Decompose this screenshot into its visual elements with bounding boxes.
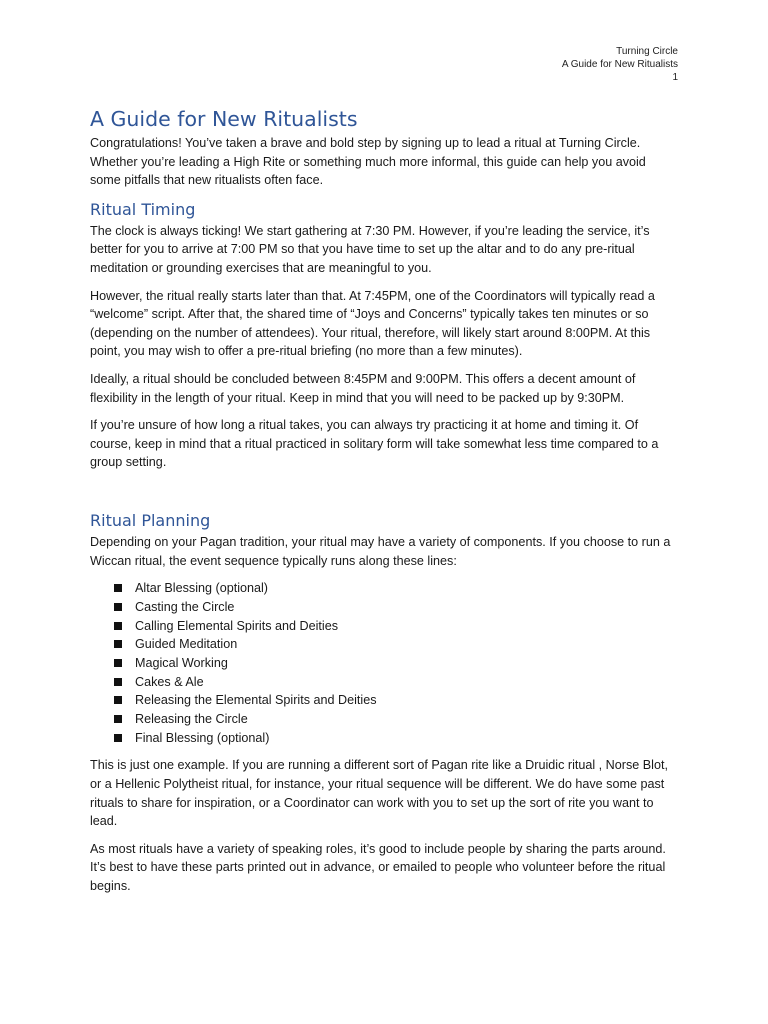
- square-bullet-icon: [114, 734, 122, 742]
- ritual-sequence-list: [90, 579, 680, 747]
- square-bullet-icon: [114, 603, 122, 611]
- square-bullet-icon: [114, 696, 122, 704]
- document-title: A Guide for New Ritualists: [90, 107, 358, 131]
- list-item-text: Releasing the Circle: [135, 712, 248, 727]
- square-bullet-icon: [114, 622, 122, 630]
- timing-paragraph: However, the ritual really starts later than that. At 7:45PM, one of the Coordinators will typically read a “welcome” script. After that, the shared time of “Joys and Concerns” typically takes ten minutes or so (depending on the number of attendees). Your ritual, therefore, will likely start around 8:00PM. At this point, you may wish to offer a pre-ritual briefing (no more than a few minutes).: [90, 288, 655, 359]
- square-bullet-icon: [114, 640, 122, 648]
- header-doc-title: A Guide for New Ritualists: [561, 59, 678, 70]
- header-page-number: 1: [672, 72, 678, 83]
- timing-paragraph: If you’re unsure of how long a ritual takes, you can always try practicing it at home and timing it. Of course, keep in mind that a ritual practiced in solitary form will take somewhat less time compared to a group setting.: [90, 418, 659, 470]
- list-item: [90, 654, 680, 673]
- list-item-text: Altar Blessing (optional): [135, 581, 268, 596]
- list-item-text: Final Blessing (optional): [135, 730, 270, 745]
- list-item-text: Casting the Circle: [135, 599, 235, 614]
- square-bullet-icon: [114, 584, 122, 592]
- page-header: [378, 45, 678, 84]
- timing-paragraph: The clock is always ticking! We start gathering at 7:30 PM. However, if you’re leading the service, it’s better for you to arrive at 7:00 PM so that you have time to set up the altar and to do any pre-ritual meditation or grounding exercises that are meaningful to you.: [90, 223, 650, 275]
- list-item: [90, 598, 680, 617]
- list-item: [90, 729, 680, 748]
- list-item: [90, 691, 680, 710]
- list-item-text: Magical Working: [135, 655, 228, 670]
- timing-paragraph: Ideally, a ritual should be concluded between 8:45PM and 9:00PM. This offers a decent amount of flexibility in the length of your ritual. Keep in mind that you will need to be packed up by 9:30PM.: [90, 371, 636, 405]
- list-item: [90, 617, 680, 636]
- header-org-name: Turning Circle: [616, 46, 678, 57]
- list-item: [90, 710, 680, 729]
- square-bullet-icon: [114, 715, 122, 723]
- list-item-text: Guided Meditation: [135, 637, 238, 652]
- section-heading-ritual-timing: Ritual Timing: [90, 199, 196, 219]
- square-bullet-icon: [114, 678, 122, 686]
- list-item-text: Releasing the Elemental Spirits and Deities: [135, 693, 377, 708]
- list-item: [90, 673, 680, 692]
- planning-paragraph: As most rituals have a variety of speaking roles, it’s good to include people by sharing the parts around. It’s best to have these parts printed out in advance, or emailed to people who volunteer before the ritual begins.: [90, 841, 666, 893]
- planning-paragraph: This is just one example. If you are running a different sort of Pagan rite like a Druidic ritual , Norse Blot, or a Hellenic Polytheist ritual, for instance, your ritual sequence will be different. We do have some past rituals to share for inspiration, or a Coordinator can work with you to set up the sort of rite you want to lead.: [90, 758, 668, 829]
- document-body: [90, 106, 680, 905]
- list-item: [90, 635, 680, 654]
- intro-paragraph: Congratulations! You’ve taken a brave and bold step by signing up to lead a ritual at Turning Circle. Whether you’re leading a High Rite or something much more informal, this guide can help you avoid some pitfalls that new ritualists often face.: [90, 136, 646, 188]
- section-heading-ritual-planning: Ritual Planning: [90, 510, 211, 530]
- square-bullet-icon: [114, 659, 122, 667]
- list-item: [90, 579, 680, 598]
- list-item-text: Calling Elemental Spirits and Deities: [135, 618, 338, 633]
- list-item-text: Cakes & Ale: [135, 674, 204, 689]
- planning-intro-paragraph: Depending on your Pagan tradition, your ritual may have a variety of components. If you choose to run a Wiccan ritual, the event sequence typically runs along these lines:: [90, 534, 671, 568]
